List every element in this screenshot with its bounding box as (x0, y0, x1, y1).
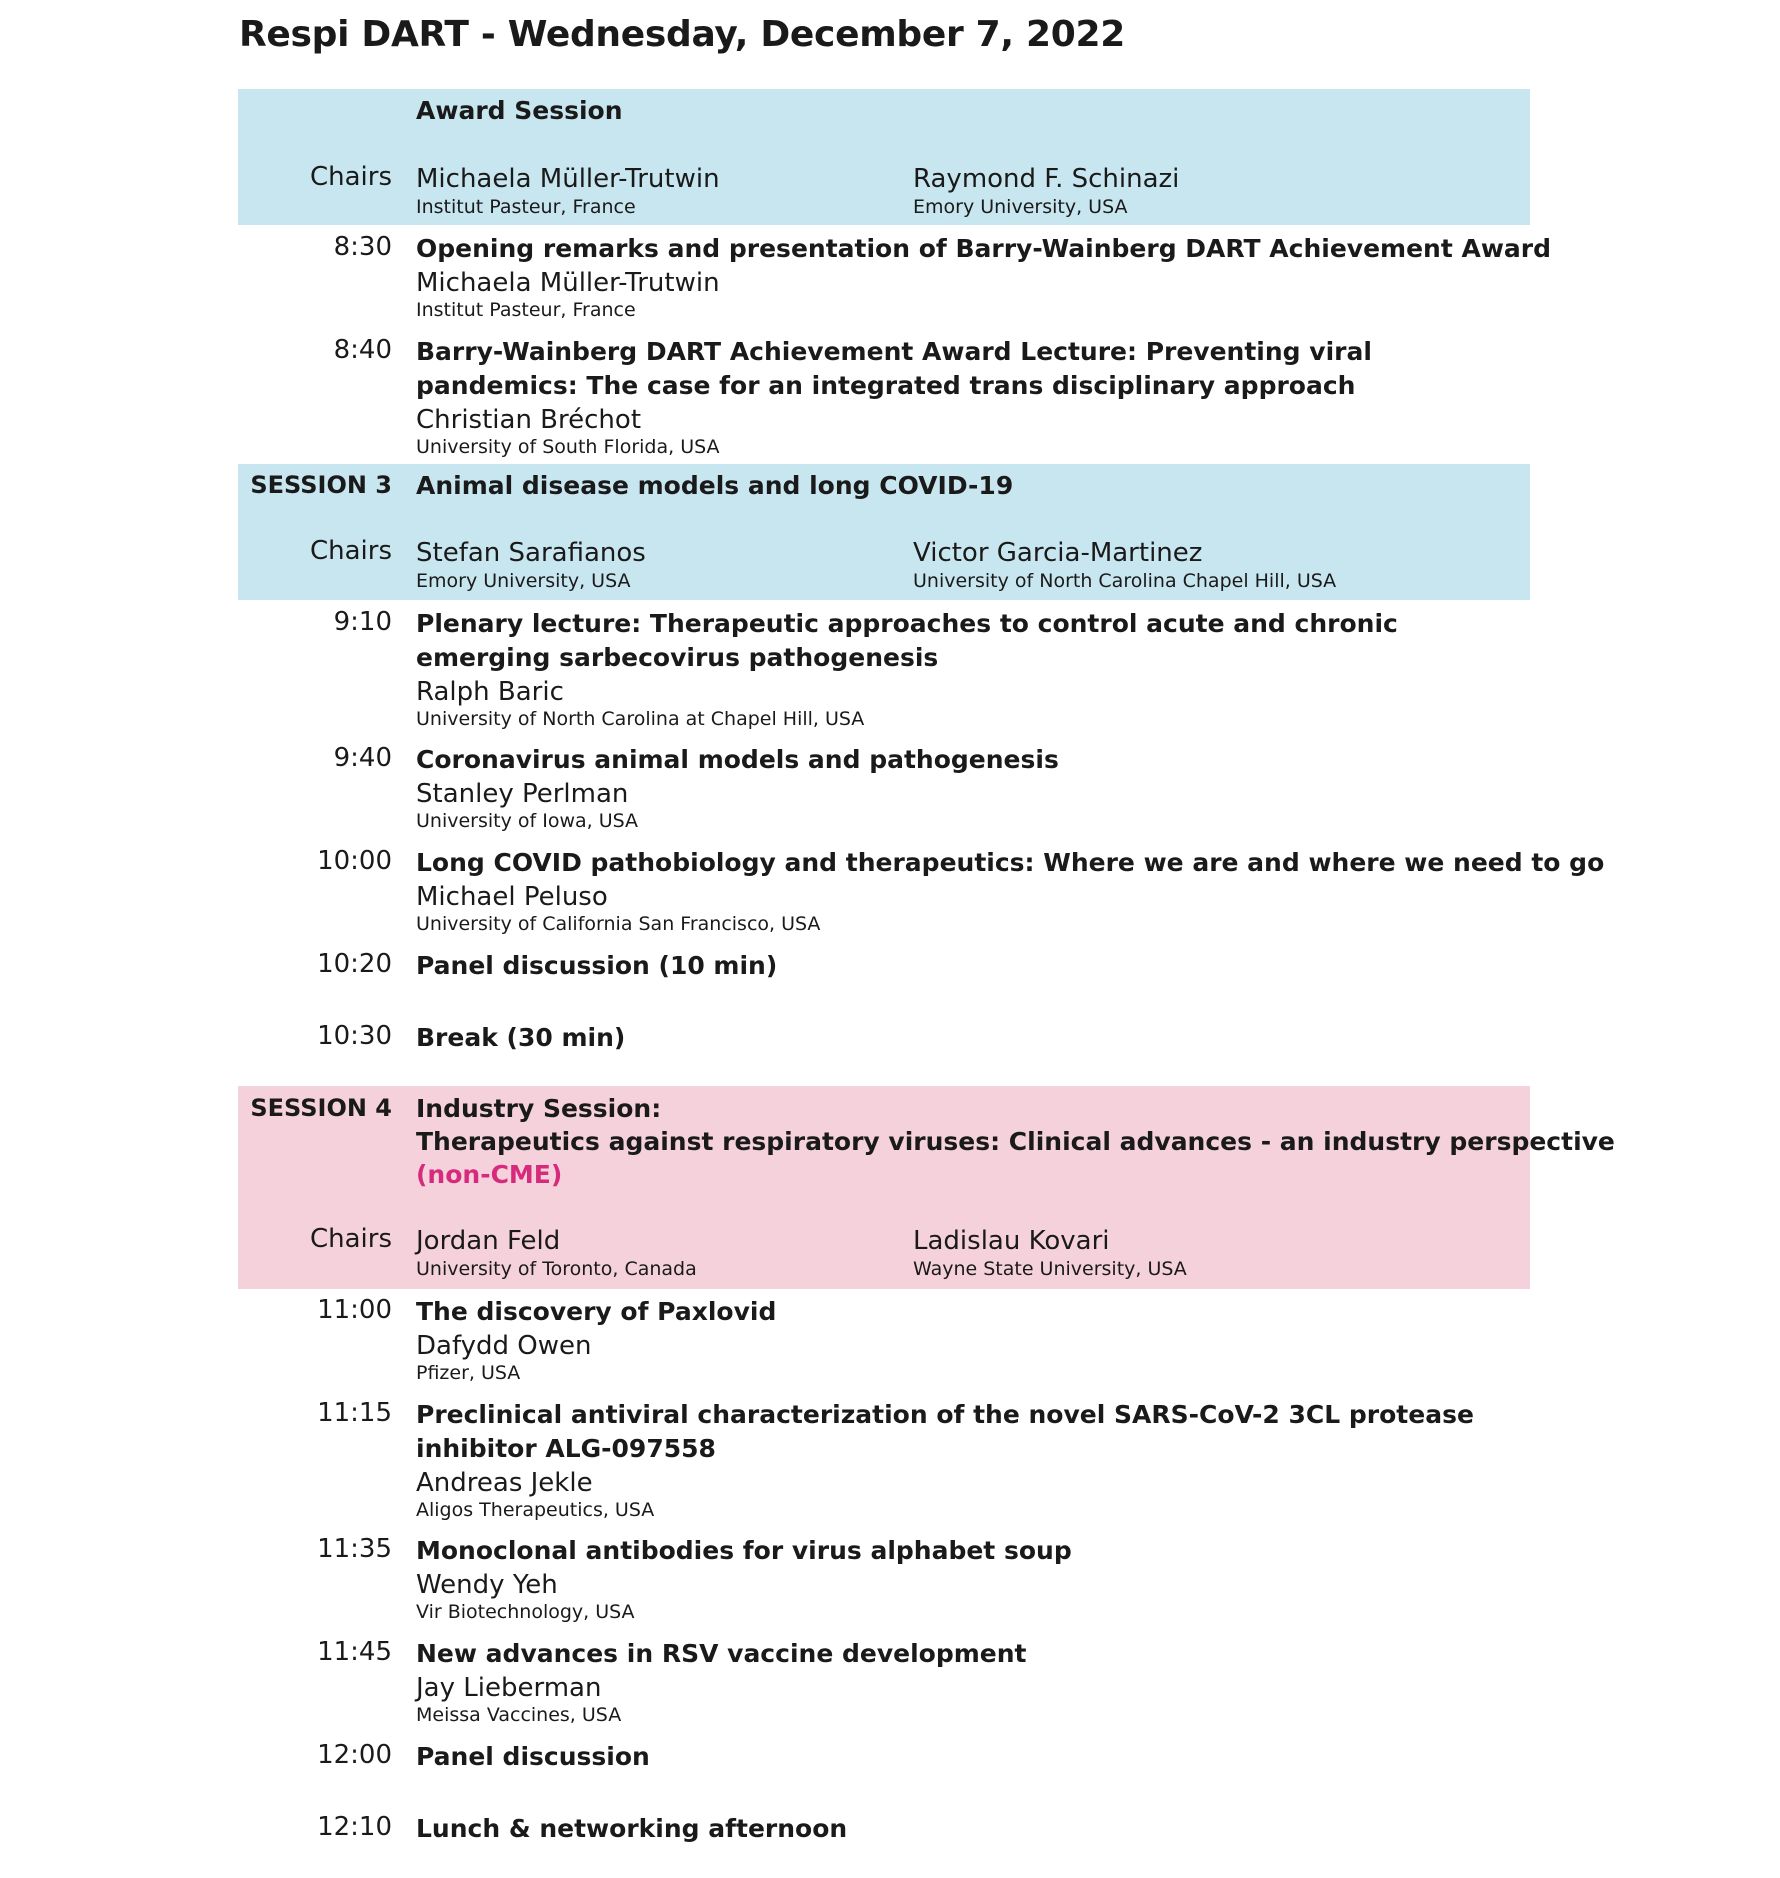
talk-time: 8:30 (333, 232, 392, 262)
talk-affiliation: Institut Pasteur, France (416, 299, 636, 321)
talk-time: 9:40 (333, 743, 392, 773)
chairs-label: Chairs (309, 536, 392, 566)
chair-name: Victor Garcia-Martinez (913, 538, 1203, 568)
talk-title: Break (30 min) (416, 1023, 626, 1052)
talk-title: Lunch & networking afternoon (416, 1814, 848, 1843)
talk-affiliation: University of Iowa, USA (416, 810, 639, 832)
talk-time: 12:10 (317, 1812, 392, 1842)
talk-speaker: Andreas Jekle (416, 1468, 593, 1498)
talk-title: New advances in RSV vaccine development (416, 1639, 1027, 1668)
session-title: Animal disease models and long COVID-19 (416, 471, 1014, 500)
award-session-title: Award Session (416, 96, 623, 125)
talk-affiliation: Pfizer, USA (416, 1362, 521, 1384)
talk-time: 9:10 (333, 607, 392, 637)
talk-title: The discovery of Paxlovid (416, 1297, 777, 1326)
talk-speaker: Michael Peluso (416, 882, 608, 912)
talk-speaker: Dafydd Owen (416, 1331, 592, 1361)
non-cme-tag: (non-CME) (416, 1160, 563, 1189)
talk-affiliation: Meissa Vaccines, USA (416, 1704, 622, 1726)
talk-speaker: Wendy Yeh (416, 1570, 558, 1600)
talk-speaker: Jay Lieberman (416, 1673, 602, 1703)
page-title: Respi DART - Wednesday, December 7, 2022 (239, 14, 1126, 55)
talk-title: Panel discussion (10 min) (416, 951, 778, 980)
chair-affiliation: Emory University, USA (913, 196, 1128, 218)
talk-time: 10:00 (317, 846, 392, 876)
chair-affiliation: Institut Pasteur, France (416, 196, 636, 218)
talk-affiliation: Vir Biotechnology, USA (416, 1601, 635, 1623)
chair-name: Michaela Müller-Trutwin (416, 164, 720, 194)
talk-time: 11:00 (317, 1295, 392, 1325)
chair-affiliation: Emory University, USA (416, 570, 631, 592)
talk-speaker: Christian Bréchot (416, 405, 642, 435)
talk-time: 12:00 (317, 1740, 392, 1770)
session-label: SESSION 3 (250, 471, 392, 499)
talk-time: 8:40 (333, 335, 392, 365)
talk-title: Opening remarks and presentation of Barry-Wainberg DART Achievement Award (416, 234, 1552, 263)
session-title-line1: Industry Session: (416, 1094, 662, 1123)
chairs-label: Chairs (309, 1224, 392, 1254)
talk-time: 11:35 (317, 1534, 392, 1564)
session-title-line2: Therapeutics against respiratory viruses: Clinical advances - an industry perspective (416, 1127, 1615, 1156)
talk-affiliation: Aligos Therapeutics, USA (416, 1499, 655, 1521)
chair-affiliation: University of Toronto, Canada (416, 1258, 697, 1280)
talk-title: Preclinical antiviral characterization of the novel SARS-CoV-2 3CL protease inhibitor ALG-097558 (416, 1400, 1474, 1463)
talk-affiliation: University of South Florida, USA (416, 436, 720, 458)
talk-time: 10:20 (317, 949, 392, 979)
talk-title: Monoclonal antibodies for virus alphabet soup (416, 1536, 1072, 1565)
chairs-label: Chairs (309, 162, 392, 192)
talk-title: Long COVID pathobiology and therapeutics: Where we are and where we need to go (416, 848, 1605, 877)
chair-name: Jordan Feld (416, 1226, 561, 1256)
talk-title: Plenary lecture: Therapeutic approaches to control acute and chronic emerging sarbecovirus pathogenesis (416, 609, 1398, 672)
talk-title: Barry-Wainberg DART Achievement Award Lecture: Preventing viral pandemics: The case for an integrated trans disciplinary approach (416, 337, 1372, 400)
chair-affiliation: University of North Carolina Chapel Hill, USA (913, 570, 1337, 592)
chair-name: Raymond F. Schinazi (913, 164, 1180, 194)
talk-title: Panel discussion (416, 1742, 650, 1771)
talk-speaker: Stanley Perlman (416, 779, 629, 809)
talk-affiliation: University of North Carolina at Chapel Hill, USA (416, 708, 865, 730)
session-label: SESSION 4 (250, 1094, 392, 1122)
talk-speaker: Ralph Baric (416, 677, 564, 707)
chair-name: Stefan Sarafianos (416, 538, 646, 568)
talk-title: Coronavirus animal models and pathogenesis (416, 745, 1059, 774)
talk-time: 11:45 (317, 1637, 392, 1667)
chair-name: Ladislau Kovari (913, 1226, 1110, 1256)
talk-affiliation: University of California San Francisco, USA (416, 913, 821, 935)
chair-affiliation: Wayne State University, USA (913, 1258, 1187, 1280)
talk-speaker: Michaela Müller-Trutwin (416, 268, 720, 298)
talk-time: 10:30 (317, 1021, 392, 1051)
talk-time: 11:15 (317, 1398, 392, 1428)
